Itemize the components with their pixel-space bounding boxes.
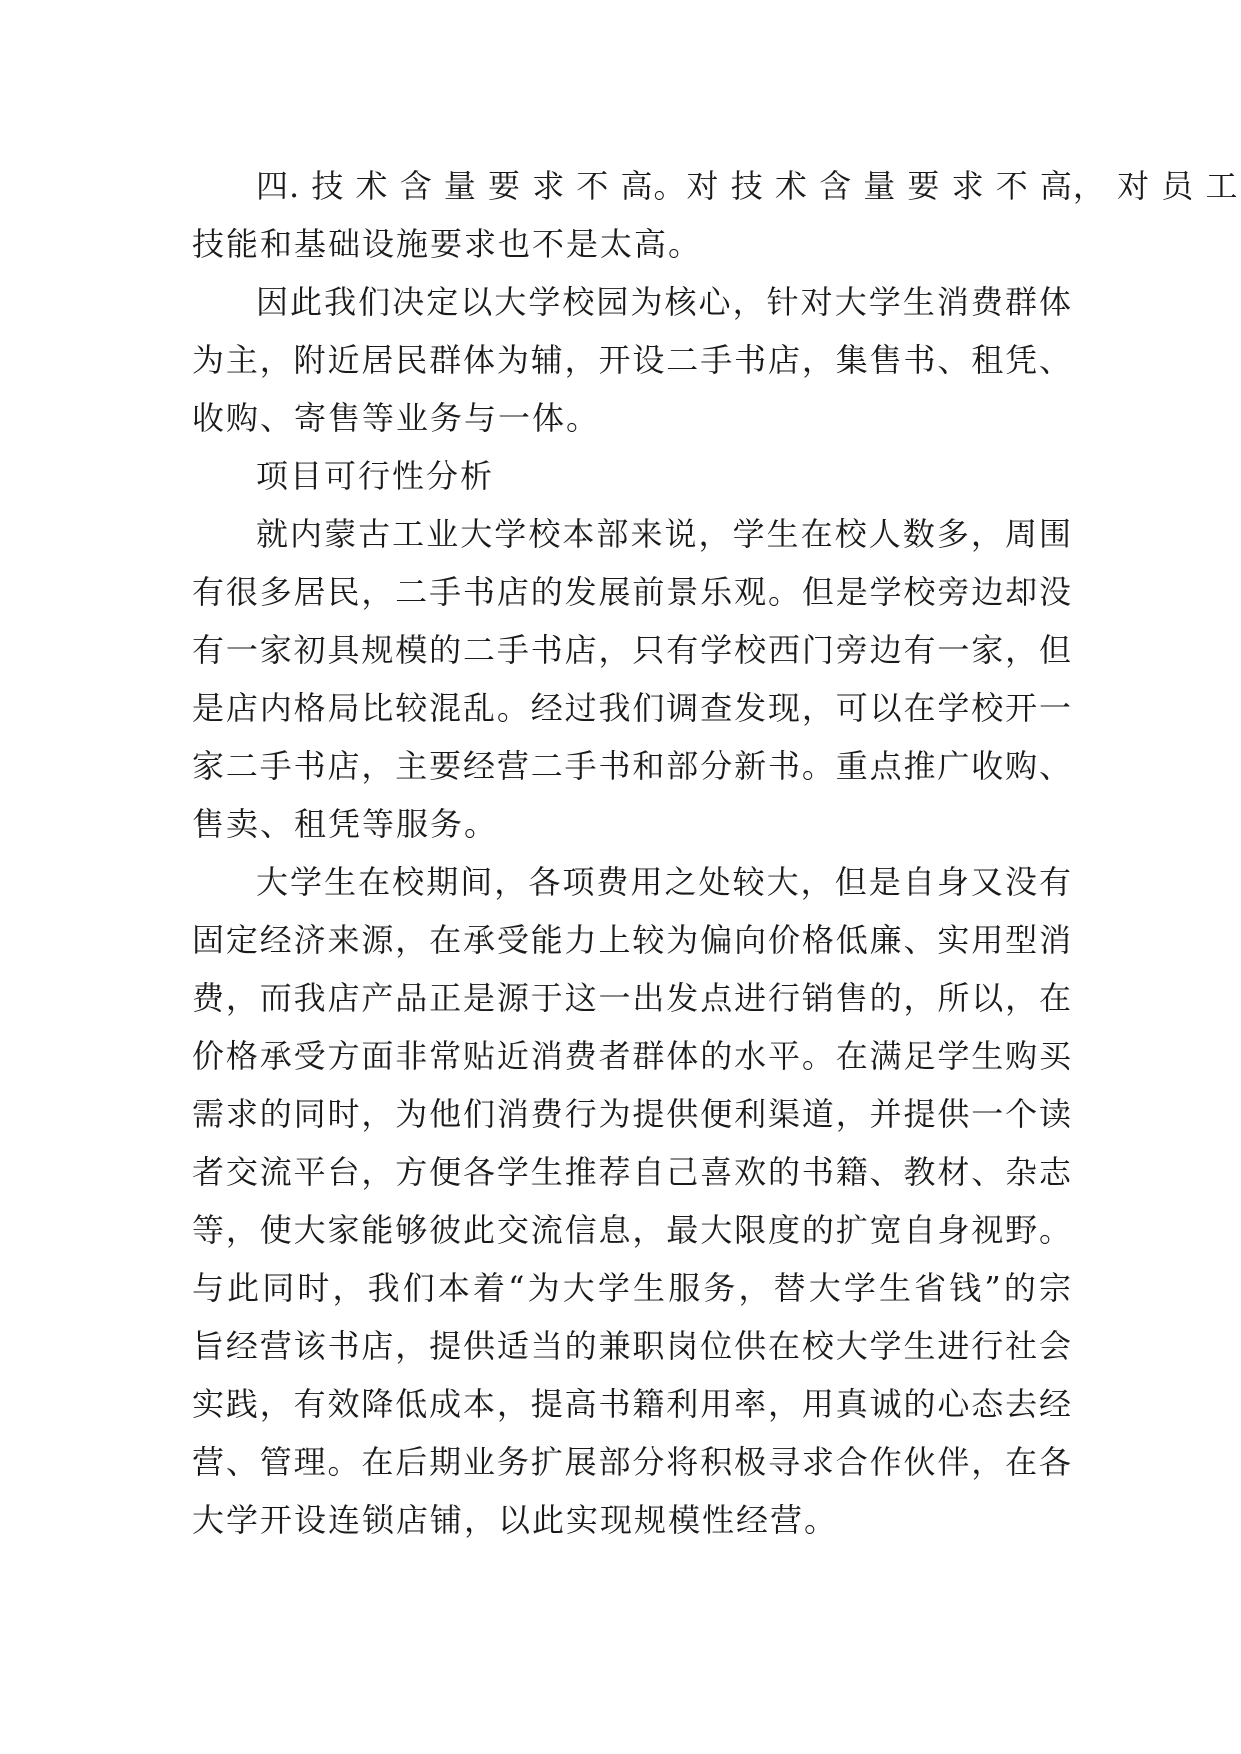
paragraph-line: 旨经营该书店，提供适当的兼职岗位供在校大学生进行社会 — [192, 1327, 1072, 1365]
paragraph-line: 因此我们决定以大学校园为核心，针对大学生消费群体 — [256, 283, 1072, 321]
paragraph-line: 四. 技 术 含 量 要 求 不 高。对 技 术 含 量 要 求 不 高， 对 员 工 — [256, 167, 1239, 205]
paragraph-2 — [192, 273, 1072, 447]
paragraph-line: 价格承受方面非常贴近消费者群体的水平。在满足学生购买 — [192, 1037, 1072, 1075]
paragraph-line: 费，而我店产品正是源于这一出发点进行销售的，所以，在 — [192, 979, 1072, 1017]
paragraph-line: 等，使大家能够彼此交流信息，最大限度的扩宽自身视野。 — [192, 1211, 1072, 1249]
paragraph-line: 营、管理。在后期业务扩展部分将积极寻求合作伙伴，在各 — [192, 1443, 1072, 1481]
paragraph-line: 家二手书店，主要经营二手书和部分新书。重点推广收购、 — [192, 747, 1072, 785]
paragraph-line: 大学开设连锁店铺，以此实现规模性经营。 — [192, 1501, 839, 1539]
paragraph-line: 固定经济来源，在承受能力上较为偏向价格低廉、实用型消 — [192, 921, 1072, 959]
paragraph-line: 技能和基础设施要求也不是太高。 — [192, 225, 703, 263]
paragraph-line: 就内蒙古工业大学校本部来说，学生在校人数多，周围 — [256, 515, 1072, 553]
paragraph-line: 有很多居民，二手书店的发展前景乐观。但是学校旁边却没 — [192, 573, 1072, 611]
paragraph-line: 有一家初具规模的二手书店，只有学校西门旁边有一家，但 — [192, 631, 1072, 669]
paragraph-1 — [192, 157, 1239, 273]
paragraph-line: 大学生在校期间，各项费用之处较大，但是自身又没有 — [256, 863, 1072, 901]
paragraph-line: 需求的同时，为他们消费行为提供便利渠道，并提供一个读 — [192, 1095, 1072, 1133]
section-heading-text: 项目可行性分析 — [256, 457, 495, 495]
paragraph-line: 是店内格局比较混乱。经过我们调查发现，可以在学校开一 — [192, 689, 1072, 727]
paragraph-line: 售卖、租凭等服务。 — [192, 805, 499, 843]
paragraph-line: 与此同时，我们本着“为大学生服务，替大学生省钱”的宗 — [192, 1269, 1072, 1307]
paragraph-line: 者交流平台，方便各学生推荐自己喜欢的书籍、教材、杂志 — [192, 1153, 1072, 1191]
paragraph-4 — [192, 505, 1072, 853]
paragraph-line: 实践，有效降低成本，提高书籍利用率，用真诚的心态去经 — [192, 1385, 1072, 1423]
paragraph-5 — [192, 853, 1072, 1549]
document-body — [192, 157, 1239, 1549]
paragraph-line: 为主，附近居民群体为辅，开设二手书店，集售书、租凭、 — [192, 341, 1072, 379]
paragraph-line: 收购、寄售等业务与一体。 — [192, 399, 601, 437]
section-heading — [192, 447, 1072, 505]
